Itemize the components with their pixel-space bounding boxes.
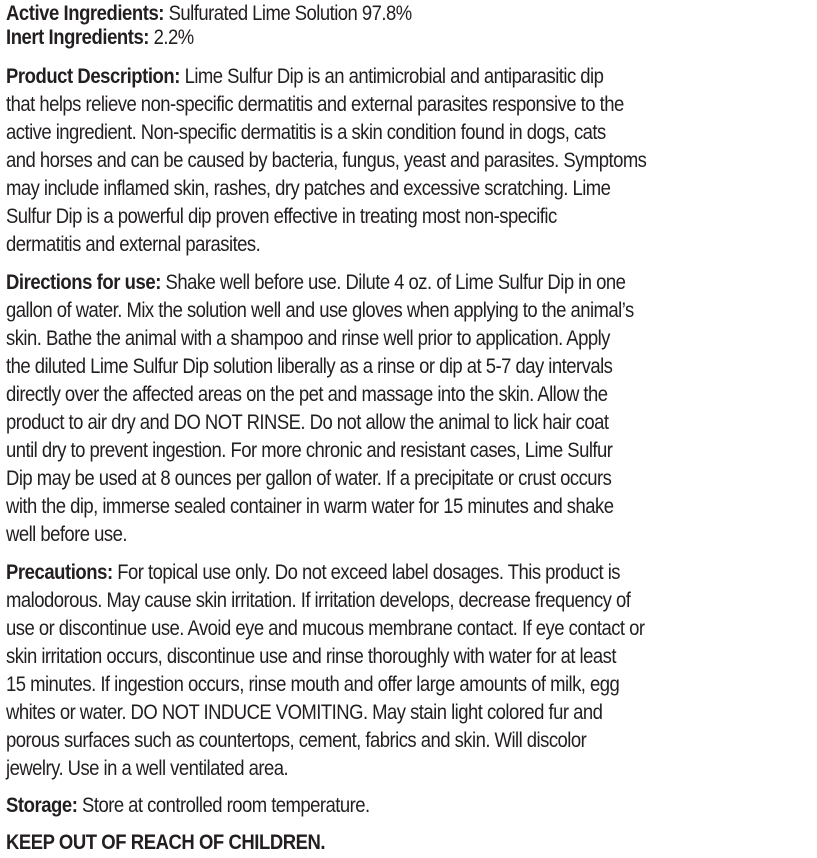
- directions-label: Directions for use:: [6, 271, 161, 294]
- precautions-line: malodorous. May cause skin irritation. If irritation develops, decrease frequency of: [6, 589, 631, 612]
- directions-line: well before use.: [6, 523, 127, 546]
- storage-value: Store at controlled room temperature.: [77, 794, 370, 817]
- active-ingredients-value: Sulfurated Lime Solution 97.8%: [164, 2, 412, 25]
- precautions-line: [6, 561, 620, 585]
- precautions-line: jewelry. Use in a well ventilated area.: [6, 757, 289, 780]
- active-ingredients: [6, 2, 412, 26]
- inert-ingredients-value: 2.2%: [149, 26, 194, 49]
- precautions-line: 15 minutes. If ingestion occurs, rinse mouth and offer large amounts of milk, egg: [6, 673, 620, 696]
- directions-line: skin. Bathe the animal with a shampoo and rinse well prior to application. Apply: [6, 327, 610, 350]
- product-description-line: may include inflamed skin, rashes, dry patches and excessive scratching. Lime: [6, 177, 611, 200]
- active-ingredients-label: Active Ingredients:: [6, 2, 165, 25]
- directions-line: [6, 271, 625, 295]
- product-description-line: dermatitis and external parasites.: [6, 233, 261, 256]
- text-run: Lime Sulfur Dip is an antimicrobial and antiparasitic dip: [179, 65, 604, 88]
- directions-line: directly over the affected areas on the pet and massage into the skin. Allow the: [6, 383, 608, 406]
- directions-line: gallon of water. Mix the solution well and use gloves when applying to the animal’s: [6, 299, 634, 322]
- product-description-line: that helps relieve non-specific dermatitis and external parasites responsive to the: [6, 93, 624, 116]
- directions-line: the diluted Lime Sulfur Dip solution liberally as a rinse or dip at 5-7 day intervals: [6, 355, 613, 378]
- storage-label: Storage:: [6, 794, 78, 817]
- inert-ingredients: [6, 26, 194, 50]
- product-description-line: Sulfur Dip is a powerful dip proven effective in treating most non-specific: [6, 205, 557, 228]
- product-description-line: and horses and can be caused by bacteria, fungus, yeast and parasites. Symptoms: [6, 149, 647, 172]
- storage-section: [6, 794, 370, 818]
- inert-ingredients-label: Inert Ingredients:: [6, 26, 150, 49]
- precautions-line: use or discontinue use. Avoid eye and mucous membrane contact. If eye contact or: [6, 617, 645, 640]
- directions-line: product to air dry and DO NOT RINSE. Do not allow the animal to lick hair coat: [6, 411, 609, 434]
- precautions-line: porous surfaces such as countertops, cement, fabrics and skin. Will discolor: [6, 729, 587, 752]
- product-description-line: [6, 65, 603, 89]
- directions-line: until dry to prevent ingestion. For more chronic and resistant cases, Lime Sulfur: [6, 439, 613, 462]
- directions-line: with the dip, immerse sealed container in warm water for 15 minutes and shake: [6, 495, 614, 518]
- product-description-label: Product Description:: [6, 65, 180, 88]
- precautions-label: Precautions:: [6, 561, 113, 584]
- directions-line: Dip may be used at 8 ounces per gallon of water. If a precipitate or crust occurs: [6, 467, 612, 490]
- text-run: For topical use only. Do not exceed label dosages. This product is: [112, 561, 621, 584]
- precautions-line: whites or water. DO NOT INDUCE VOMITING. May stain light colored fur and: [6, 701, 603, 724]
- product-description-line: active ingredient. Non-specific dermatitis is a skin condition found in dogs, cats: [6, 121, 606, 144]
- precautions-line: skin irritation occurs, discontinue use and rinse thoroughly with water for at least: [6, 645, 616, 668]
- keep-out-of-reach-warning: KEEP OUT OF REACH OF CHILDREN.: [6, 831, 326, 854]
- text-run: Shake well before use. Dilute 4 oz. of Lime Sulfur Dip in one: [160, 271, 626, 294]
